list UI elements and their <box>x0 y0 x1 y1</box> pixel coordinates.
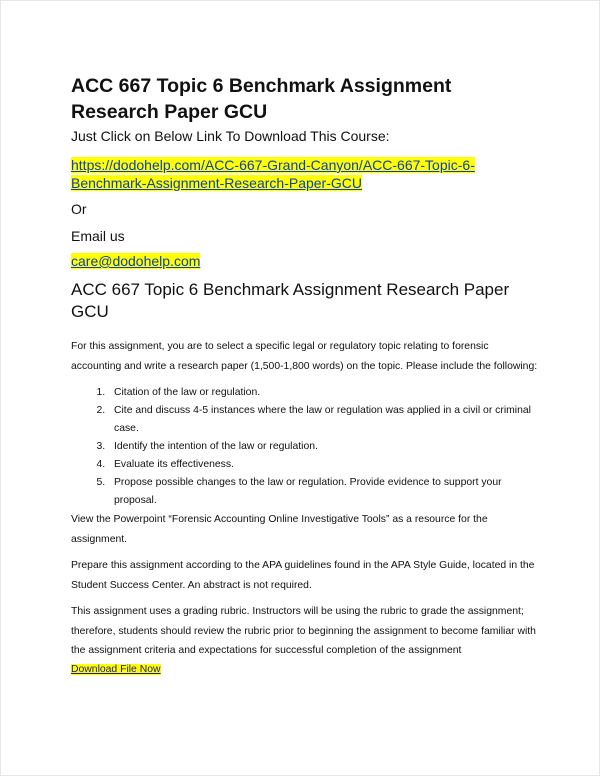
rubric-paragraph: This assignment uses a grading rubric. Instructors will be using the rubric to grade the assignment; therefore, students should review the rubric prior to beginning the assignment to become familiar with the assignment criteria and expectations for successful completion of the assignment <box>71 606 536 656</box>
document-content <box>71 73 541 678</box>
resource-paragraph: View the Powerpoint “Forensic Accounting Online Investigative Tools” as a resource for the assignment. <box>71 514 488 545</box>
list-item: 2. Cite and discuss 4-5 instances where the law or regulation was applied in a civil or criminal case. <box>108 402 541 438</box>
email-label: Email us <box>71 228 125 244</box>
section-heading: ACC 667 Topic 6 Benchmark Assignment Research Paper GCU <box>71 280 510 321</box>
download-block <box>71 662 541 678</box>
page-title: ACC 667 Topic 6 Benchmark Assignment Research Paper GCU <box>71 75 452 123</box>
intro-paragraph: For this assignment, you are to select a specific legal or regulatory topic relating to forensic accounting and write a research paper (1,500-1,800 words) on the topic. Please include the following: <box>71 341 538 372</box>
requirements-list <box>71 384 541 510</box>
list-item: 5. Propose possible changes to the law or regulation. Provide evidence to support your proposal. <box>108 474 541 510</box>
course-link-block <box>71 156 541 192</box>
list-item: 4. Evaluate its effectiveness. <box>108 456 541 474</box>
email-block <box>71 252 541 270</box>
download-instruction: Just Click on Below Link To Download This Course: <box>71 128 390 144</box>
apa-paragraph: Prepare this assignment according to the APA guidelines found in the APA Style Guide, located in the Student Success Center. An abstract is not required. <box>71 560 535 591</box>
course-link[interactable]: https://dodohelp.com/ACC-667-Grand-Canyon/ACC-667-Topic-6-Benchmark-Assignment-Research-Paper-GCU <box>71 157 475 191</box>
list-item: 3. Identify the intention of the law or regulation. <box>108 438 541 456</box>
or-text: Or <box>71 201 87 217</box>
download-link[interactable]: Download File Now <box>71 663 161 675</box>
list-item: 1. Citation of the law or regulation. <box>108 384 541 402</box>
email-link[interactable]: care@dodohelp.com <box>71 253 201 269</box>
